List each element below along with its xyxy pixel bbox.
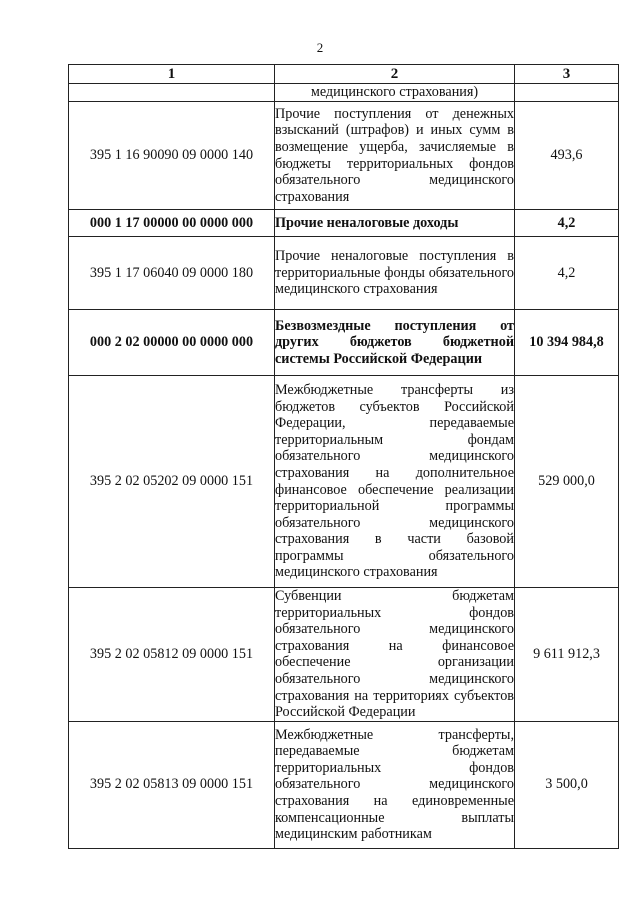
revenue-description: медицинского страхования) <box>275 84 515 102</box>
table-row <box>69 237 619 310</box>
classification-code <box>69 84 275 102</box>
table-row <box>69 310 619 376</box>
revenue-description: Прочие неналоговые доходы <box>275 210 515 237</box>
classification-code: 395 2 02 05813 09 0000 151 <box>69 721 275 848</box>
revenue-amount <box>515 84 619 102</box>
revenue-amount: 10 394 984,8 <box>515 310 619 376</box>
revenue-description: Безвозмездные поступления от других бюджетов бюджетной системы Российской Федерации <box>275 310 515 376</box>
table-row <box>69 588 619 722</box>
header-col-2: 2 <box>275 65 515 84</box>
revenue-description: Межбюджетные трансферты, передаваемые бюджетам территориальных фондов обязательного медицинского страхования на единовременные компенсационные выплаты медицинским работникам <box>275 721 515 848</box>
table-row <box>69 84 619 102</box>
revenue-description: Межбюджетные трансферты из бюджетов субъектов Российской Федерации, передаваемые территориальным фондам обязательного медицинского страхования на дополнительное финансовое обеспечение реализации территориальной программы обязательного медицинского страхования в части базовой программы обязательного медицинского страхования <box>275 376 515 588</box>
classification-code: 395 1 16 90090 09 0000 140 <box>69 102 275 210</box>
revenue-amount: 9 611 912,3 <box>515 588 619 722</box>
table-row <box>69 210 619 237</box>
revenue-description: Субвенции бюджетам территориальных фондов обязательного медицинского страхования на финансовое обеспечение организации обязательного медицинского страхования на территориях субъектов Российской Федерации <box>275 588 514 721</box>
header-col-1: 1 <box>69 65 275 84</box>
budget-revenue-table <box>68 64 619 849</box>
table-row <box>69 102 619 210</box>
table-row <box>69 721 619 848</box>
revenue-amount: 3 500,0 <box>515 721 619 848</box>
page-number: 2 <box>316 40 324 55</box>
classification-code: 395 1 17 06040 09 0000 180 <box>69 237 275 310</box>
revenue-amount: 529 000,0 <box>515 376 619 588</box>
revenue-amount: 4,2 <box>515 237 619 310</box>
revenue-amount: 493,6 <box>515 102 619 210</box>
header-row <box>69 65 619 84</box>
revenue-description: Прочие поступления от денежных взысканий (штрафов) и иных сумм в возмещение ущерба, зачисляемые в бюджеты территориальных фондов обязательного медицинского страхования <box>275 102 515 210</box>
classification-code: 395 2 02 05202 09 0000 151 <box>69 376 275 588</box>
classification-code: 000 1 17 00000 00 0000 000 <box>69 210 275 237</box>
header-col-3: 3 <box>515 65 619 84</box>
classification-code: 000 2 02 00000 00 0000 000 <box>69 310 275 376</box>
table-row <box>69 376 619 588</box>
classification-code: 395 2 02 05812 09 0000 151 <box>69 588 275 722</box>
revenue-amount: 4,2 <box>515 210 619 237</box>
revenue-description: Прочие неналоговые поступления в территориальные фонды обязательного медицинского страхования <box>275 237 515 310</box>
